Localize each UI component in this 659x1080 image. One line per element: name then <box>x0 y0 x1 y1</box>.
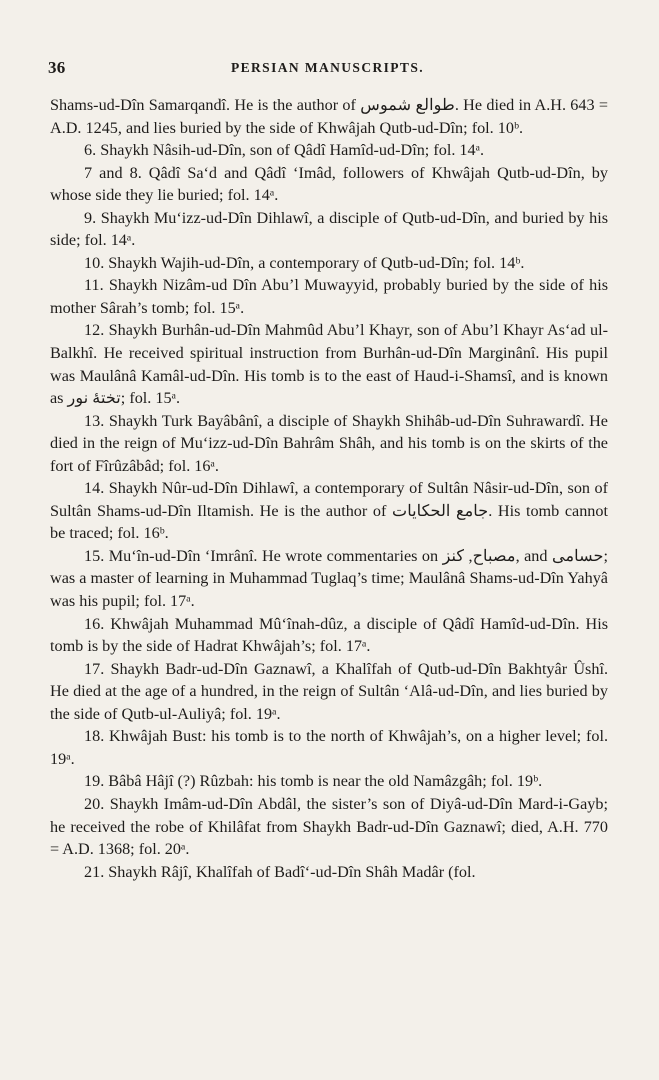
entry-14: 14. Shaykh Nûr-ud-Dîn Dihlawî, a contemporary of Sultân Nâsir-ud-Dîn, son of Sultân Shams-ud-Dîn Iltamish. He is the author of جامع الحکایات. His tomb cannot be traced; fol. 16ᵇ. <box>50 479 608 543</box>
entry-17: 17. Shaykh Badr-ud-Dîn Gaznawî, a Khalîfah of Qutb-ud-Dîn Bakhtyâr Ûshî. He died at the age of a hundred, in the reign of Sultân ‘Alâ-ud-Dîn, and lies buried by the side of Qutb-ul-Auliyâ; fol. 19ᵃ. <box>50 659 608 723</box>
page-header <box>48 58 607 84</box>
page-body <box>50 94 608 883</box>
entry-19: 19. Bâbâ Hâjî (?) Rûzbah: his tomb is near the old Namâzgâh; fol. 19ᵇ. <box>84 772 543 791</box>
entry-9: 9. Shaykh Mu‘izz-ud-Dîn Dihlawî, a disciple of Qutb-ud-Dîn, and buried by his side; fol. 14ᵃ. <box>50 208 608 250</box>
entry-16: 16. Khwâjah Muhammad Mû‘înah-dûz, a disciple of Qâdî Hamîd-ud-Dîn. His tomb is by the side of Hadrat Khwâjah’s; fol. 17ᵃ. <box>50 614 608 656</box>
entry-12: 12. Shaykh Burhân-ud-Dîn Mahmûd Abu’l Khayr, son of Abu’l Khayr As‘ad ul-Balkhî. He received spiritual instruction from Burhân-ud-Dîn Marginânî. His pupil was Maulânâ Kamâl-ud-Dîn. His tomb is to the east of Haud-i-Shamsî, and is known as تختهٔ نور; fol. 15ᵃ. <box>50 321 608 408</box>
entry-20: 20. Shaykh Imâm-ud-Dîn Abdâl, the sister’s son of Diyâ-ud-Dîn Mard-i-Gayb; he received the robe of Khilâfat from Shaykh Badr-ud-Dîn Gaznawî; died, A.H. 770 = A.D. 1368; fol. 20ᵃ. <box>50 794 608 859</box>
paragraph-continuation: Shams-ud-Dîn Samarqandî. He is the author of طوالع شموس. He died in A.H. 643 = A.D. 1245, and lies buried by the side of Khwâjah Qutb-ud-Dîn; fol. 10ᵇ. <box>50 96 609 137</box>
entry-11: 11. Shaykh Nizâm-ud Dîn Abu’l Muwayyid, probably buried by the side of his mother Sârah’s tomb; fol. 15ᵃ. <box>50 276 608 317</box>
page-number: 36 <box>48 58 66 77</box>
entry-7-8: 7 and 8. Qâdî Sa‘d and Qâdî ‘Imâd, followers of Khwâjah Qutb-ud-Dîn, by whose side they lie buried; fol. 14ᵃ. <box>50 163 608 205</box>
entry-6: 6. Shaykh Nâsih-ud-Dîn, son of Qâdî Hamîd-ud-Dîn; fol. 14ᵃ. <box>84 141 485 160</box>
entry-10: 10. Shaykh Wajih-ud-Dîn, a contemporary of Qutb-ud-Dîn; fol. 14ᵇ. <box>84 253 525 272</box>
running-title: PERSIAN MANUSCRIPTS. <box>230 60 425 75</box>
entry-15: 15. Mu‘în-ud-Dîn ‘Imrânî. He wrote commentaries on مصباح, کنز, and حسامی; was a master of learning in Muhammad Tuglaq’s time; Maulânâ Shams-ud-Dîn Yahyâ was his pupil; fol. 17ᵃ. <box>50 546 609 611</box>
entry-13: 13. Shaykh Turk Bayâbânî, a disciple of Shaykh Shihâb-ud-Dîn Suhrawardî. He died in the reign of Mu‘izz-ud-Dîn Bahrâm Shâh, and his tomb is on the skirts of the fort of Fîrûzâbâd; fol. 16ᵃ. <box>50 411 608 475</box>
entry-18: 18. Khwâjah Bust: his tomb is to the north of Khwâjah’s, on a higher level; fol. 19ᵃ. <box>50 727 608 768</box>
entry-21: 21. Shaykh Râjî, Khalîfah of Badî‘-ud-Dîn Shâh Madâr (fol. <box>84 862 476 881</box>
